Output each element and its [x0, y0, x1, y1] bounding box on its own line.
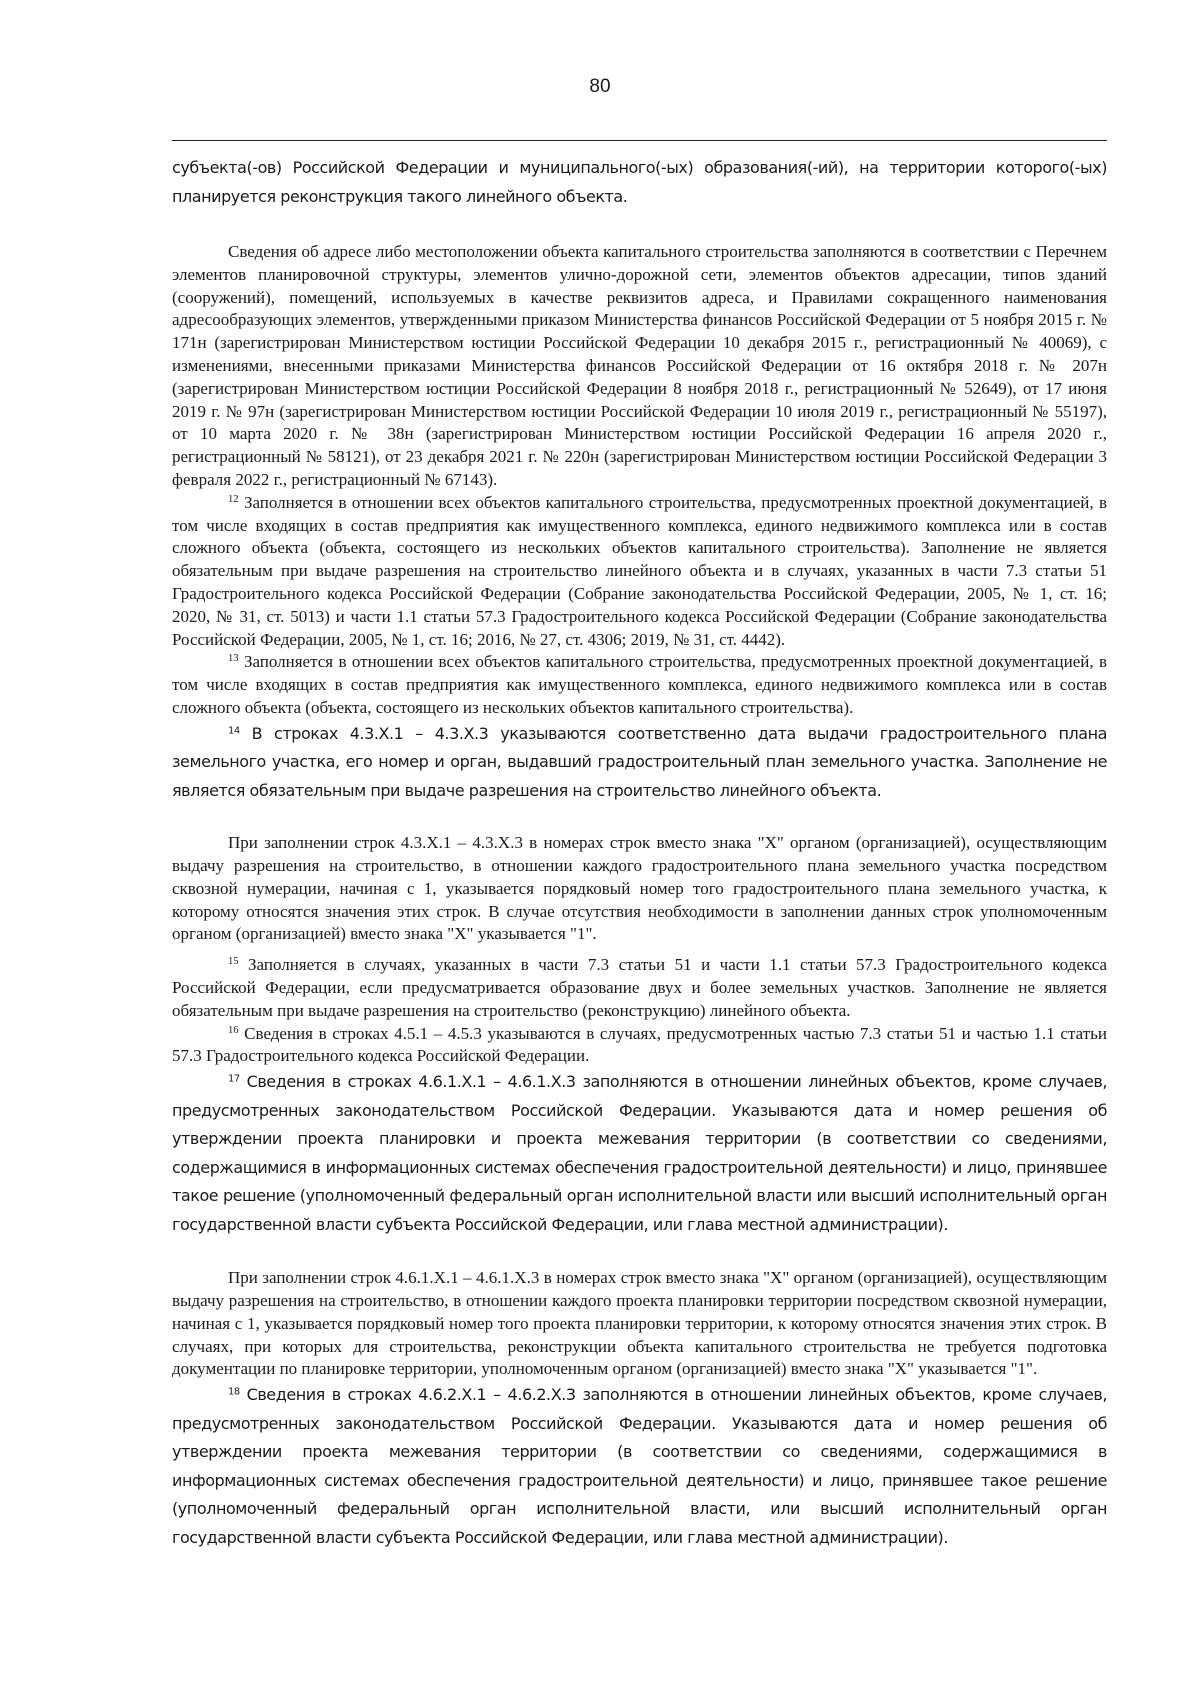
footnote-15-text: Заполняется в случаях, указанных в части 7.3 статьи 51 и части 1.1 статьи 57.3 Градостроительного кодекса Российской Федерации, если предусматривается образование двух и более земельных участков. Заполнение не является обязательным при выдаче разрешения на строительство (реконструкцию) линейного объекта.: [172, 955, 1108, 1020]
footnote-16-mark: 16: [228, 1024, 239, 1036]
footnote-14-mark: 14: [228, 725, 240, 737]
address-paragraph: Сведения об адресе либо местоположении объекта капитального строительства заполняются в соответствии с Перечнем элементов планировочной структуры, элементов улично-дорожной сети, элементов объектов адресации, типов зданий (сооружений), помещений, используемых в качестве реквизитов адреса, и Правилами сокращенного наименования адресообразующих элементов, утвержденными приказом Министерства финансов Российской Федерации от 5 ноября 2015 г. № 171н (зарегистрирован Министерством юстиции Российской Федерации 10 декабря 2015 г., регистрационный № 40069), с изменениями, внесенными приказами Министерства финансов Российской Федерации от 16 октября 2018 г. № 207н (зарегистрирован Министерством юстиции Российской Федерации 8 ноября 2018 г., регистрационный № 52649), от 17 июня 2019 г. № 97н (зарегистрирован Министерством юстиции Российской Федерации 10 июля 2019 г., регистрационный № 55197), от 10 марта 2020 г. № 38н (зарегистрирован Министерством юстиции Российской Федерации 16 апреля 2020 г., регистрационный № 58121), от 23 декабря 2021 г. № 220н (зарегистрирован Министерством юстиции Российской Федерации 3 февраля 2022 г., регистрационный № 67143).: [172, 242, 1107, 489]
footnote-18-text: Сведения в строках 4.6.2.Х.1 – 4.6.2.Х.3 заполняются в отношении линейных объектов, кроме случаев, предусмотренных законодательством Российской Федерации. Указываются дата и номер решения об утверждении проекта межевания территории (в соответствии со сведениями, содержащимися в информационных системах обеспечения градостроительной деятельности) и лицо, принявшее такое решение (уполномоченный федеральный орган исполнительной власти, или высший исполнительный орган государственной власти субъекта Российской Федерации, или глава местной администрации).: [172, 1385, 1108, 1547]
footnote-12: [172, 492, 1107, 652]
footnote-14: [172, 720, 1107, 806]
fill-rules-paragraph-4-6-1: При заполнении строк 4.6.1.Х.1 – 4.6.1.Х.3 в номерах строк вместо знака "Х" органом (организацией), осуществляющим выдачу разрешения на строительство, в отношении каждого проекта планировки территории посредством сквозной нумерации, начиная с 1, указывается порядковый номер того проекта планировки территории, к которому относятся значения этих строк. В случаях, при которых для строительства, реконструкции объекта капитального строительства не требуется подготовка документации по планировке территории, уполномоченным органом (организацией) вместо знака "Х" указывается "1".: [172, 1268, 1107, 1379]
continuation-paragraph: субъекта(-ов) Российской Федерации и муниципального(-ых) образования(-ий), на территории которого(-ых) планируется реконструкция такого линейного объекта.: [172, 158, 1107, 206]
footnote-12-text: Заполняется в отношении всех объектов капитального строительства, предусмотренных проектной документацией, в том числе входящих в состав предприятия как имущественного комплекса, единого недвижимого комплекса или в состав сложного объекта (объекта, состоящего из нескольких объектов капитального строительства). Заполнение не является обязательным при выдаче разрешения на строительство линейного объекта и в случаях, указанных в части 7.3 статьи 51 Градостроительного кодекса Российской Федерации (Собрание законодательства Российской Федерации, 2005, № 1, ст. 16; 2020, № 31, ст. 5013) и части 1.1 статьи 57.3 Градостроительного кодекса Российской Федерации (Собрание законодательства Российской Федерации, 2005, № 1, ст. 16; 2016, № 27, ст. 4306; 2019, № 31, ст. 4442).: [172, 492, 1108, 649]
footnote-13-text: Заполняется в отношении всех объектов капитального строительства, предусмотренных проектной документацией, в том числе входящих в состав предприятия как имущественного комплекса, единого недвижимого комплекса или в состав сложного объекта (объекта, состоящего из нескольких объектов капитального строительства).: [172, 652, 1108, 717]
footnote-15: [172, 954, 1107, 1022]
footnote-15-mark: 15: [228, 956, 239, 968]
top-divider: [172, 140, 1107, 141]
footnote-17: [172, 1068, 1107, 1239]
footnote-17-text: Сведения в строках 4.6.1.Х.1 – 4.6.1.Х.3 заполняются в отношении линейных объектов, кроме случаев, предусмотренных законодательством Российской Федерации. Указываются дата и номер решения об утверждении проекта планировки и проекта межевания территории (в соответствии со сведениями, содержащимися в информационных системах обеспечения градостроительной деятельности) и лицо, принявшее такое решение (уполномоченный федеральный орган исполнительной власти или высший исполнительный орган государственной власти субъекта Российской Федерации, или глава местной администрации).: [172, 1072, 1108, 1234]
footnote-13: [172, 651, 1107, 719]
footnote-17-mark: 17: [228, 1073, 240, 1085]
document-body: [172, 154, 1107, 1552]
page-number: 80: [589, 76, 611, 97]
footnote-18: [172, 1381, 1107, 1552]
footnote-16-text: Сведения в строках 4.5.1 – 4.5.3 указываются в случаях, предусмотренных частью 7.3 статьи 51 и частью 1.1 статьи 57.3 Градостроительного кодекса Российской Федерации.: [172, 1023, 1107, 1066]
footnote-13-mark: 13: [228, 653, 239, 665]
footnote-12-mark: 12: [228, 493, 239, 505]
footnote-18-mark: 18: [228, 1386, 240, 1398]
footnote-16: [172, 1023, 1107, 1069]
fill-rules-paragraph-4-3: При заполнении строк 4.3.Х.1 – 4.3.Х.3 в номерах строк вместо знака "Х" органом (организацией), осуществляющим выдачу разрешения на строительство, в отношении каждого градостроительного плана земельного участка посредством сквозной нумерации, начиная с 1, указывается порядковый номер того градостроительного плана земельного участка, к которому относятся значения этих строк. В случае отсутствия необходимости в заполнении данных строк уполномоченным органом (организацией) вместо знака "Х" указывается "1".: [172, 833, 1107, 944]
footnote-14-text: В строках 4.3.Х.1 – 4.3.Х.3 указываются соответственно дата выдачи градостроительного плана земельного участка, его номер и орган, выдавший градостроительный план земельного участка. Заполнение не является обязательным при выдаче разрешения на строительство линейного объекта.: [172, 723, 1108, 800]
